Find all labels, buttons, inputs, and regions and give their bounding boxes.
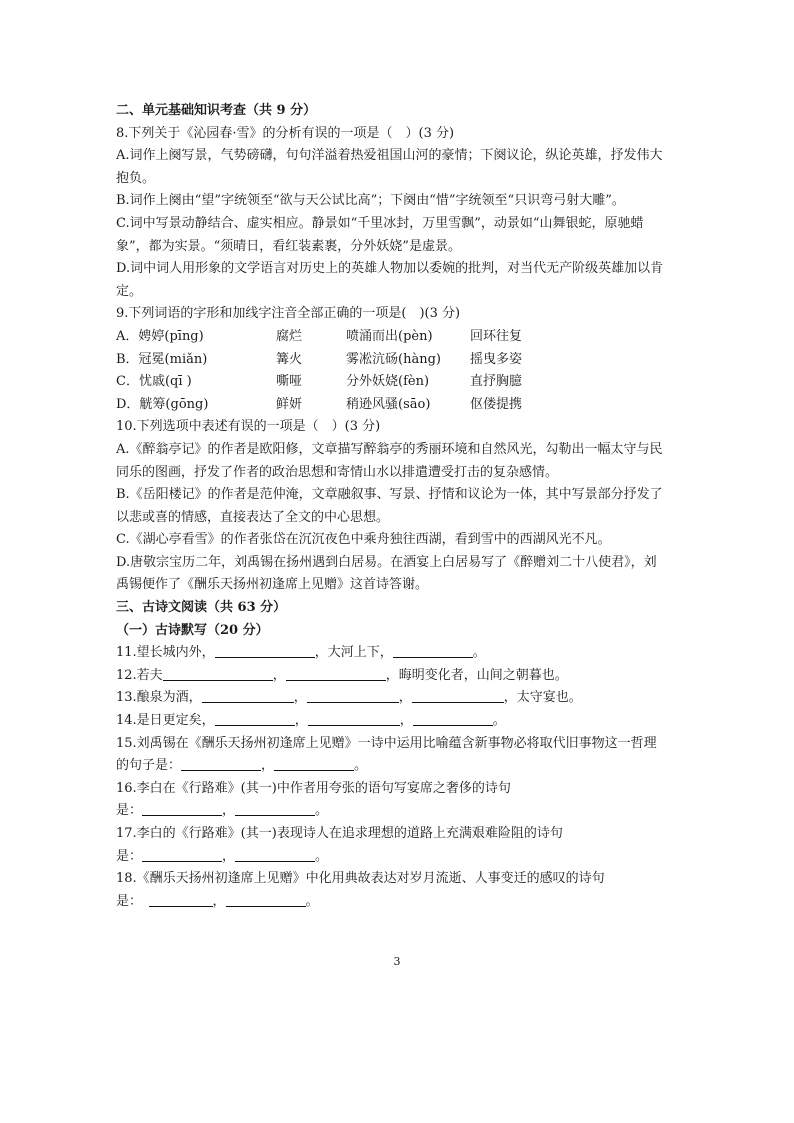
word-cell: 伛偻提携 — [470, 396, 523, 412]
answer-blank[interactable] — [307, 687, 399, 703]
word-cell: 直抒胸臆 — [470, 374, 523, 390]
option-text: 以悲或喜的情感，直接表达了全文的中心思想。 — [116, 509, 390, 525]
answer-blank[interactable] — [142, 846, 222, 862]
page-content — [116, 100, 690, 913]
word-cell: A．娉婷(pīng) — [116, 328, 204, 344]
page-number: 3 — [393, 955, 401, 968]
option-text: D.词中词人用形象的文学语言对历史上的英雄人物加以委婉的批判，对当代无产阶级英雄加以肯 — [116, 261, 664, 277]
option-row — [116, 371, 690, 394]
question-text: ， — [222, 803, 236, 819]
word-cell: 回环往复 — [470, 328, 523, 344]
word-cell: 喷涌而出(pèn) — [346, 328, 433, 344]
answer-blank[interactable] — [413, 710, 493, 726]
option-text: B.词作上阕由“望”字统领至“欲与天公试比高”；下阕由“惜”字统领至“只识弯弓射大雕”。 — [116, 193, 625, 209]
answer-blank[interactable] — [412, 687, 504, 703]
answer-blank[interactable] — [393, 642, 473, 658]
question-stem: 16.李白在《行路难》(其一)中作者用夸张的语句写宴席之奢侈的诗句 — [116, 780, 511, 796]
word-cell: 雾凇沆砀(hàng) — [346, 351, 441, 367]
option-text: 同乐的图画，抒发了作者的政治思想和寄情山水以排遣遭受打击的复杂感情。 — [116, 464, 559, 480]
question-text: ， — [398, 690, 412, 706]
option-text: C.《湖心亭看雪》的作者张岱在沉沉夜色中乘舟独往西湖，看到雪中的西湖风光不凡。 — [116, 532, 611, 548]
option-text: 象”，都为实景。“须晴日，看红装素裹，分外妖娆”是虚景。 — [116, 238, 461, 254]
word-cell: D．觥筹(gōng) — [116, 396, 209, 412]
word-cell: 分外妖娆(fèn) — [346, 374, 430, 390]
question-text: ，太守宴也。 — [503, 690, 582, 706]
question-text: 14.是日更定矣， — [116, 713, 215, 729]
answer-blank[interactable] — [235, 800, 315, 816]
question-text: 。 — [492, 713, 506, 729]
answer-blank[interactable] — [181, 755, 261, 771]
option-text: A.《醉翁亭记》的作者是欧阳修，文章描写醉翁亭的秀丽环境和自然风光，勾勒出一幅太守与民 — [116, 441, 663, 457]
option-text: 禹锡便作了《酬乐天扬州初逢席上见赠》这首诗答谢。 — [116, 577, 429, 593]
answer-blank[interactable] — [163, 665, 273, 681]
word-cell: 篝火 — [276, 351, 303, 367]
fill-question — [116, 755, 690, 778]
word-cell: C．忧戚(qī ) — [116, 374, 192, 390]
question-stem: 17.李白的《行路难》(其一)表现诗人在追求理想的道路上充满艰难险阻的诗句 — [116, 826, 563, 841]
question-stem: 10.下列选项中表述有误的一项是（ ）(3 分) — [116, 419, 381, 435]
answer-blank[interactable] — [149, 891, 213, 907]
question-text: ， — [272, 667, 286, 683]
subsection-heading: （一）古诗默写（20 分） — [116, 622, 269, 638]
fill-question — [116, 687, 690, 710]
option-text: B.《岳阳楼记》的作者是范仲淹，文章融叙事、写景、抒情和议论为一体，其中写景部分抒发了 — [116, 487, 663, 503]
fill-question — [116, 846, 690, 869]
answer-blank[interactable] — [142, 800, 222, 816]
question-text: 。 — [315, 848, 329, 864]
answer-blank[interactable] — [308, 710, 400, 726]
section-heading: 三、古诗文阅读（共 63 分） — [116, 600, 287, 616]
question-stem: 15.刘禹锡在《酬乐天扬州初逢席上见赠》一诗中运用比喻蕴含新事物必将取代旧事物这一哲理 — [116, 735, 657, 751]
fill-question — [116, 710, 690, 733]
answer-blank[interactable] — [286, 665, 386, 681]
question-text: 11.望长城内外， — [116, 645, 215, 661]
question-text: 的句子是： — [116, 758, 182, 774]
question-text: 是： — [116, 848, 143, 864]
answer-blank[interactable] — [235, 846, 315, 862]
option-text: 定。 — [116, 283, 143, 299]
answer-blank[interactable] — [215, 710, 295, 726]
question-stem: 8.下列关于《沁园春·雪》的分析有误的一项是（ ）(3 分) — [116, 125, 455, 141]
question-text: 。 — [315, 803, 329, 819]
fill-question — [116, 800, 690, 823]
section-heading: 二、单元基础知识考查（共 9 分） — [116, 103, 317, 118]
question-stem: 9.下列词语的字形和加线字注音全部正确的一项是( )(3 分) — [116, 306, 461, 322]
question-text: 。 — [305, 893, 319, 909]
option-row — [116, 326, 690, 349]
option-text: C.词中写景动静结合、虚实相应。静景如“千里冰封，万里雪飘”，动景如“山舞银蛇，原驰蜡 — [116, 215, 644, 231]
word-cell: 摇曳多姿 — [470, 351, 523, 367]
answer-blank[interactable] — [215, 642, 315, 658]
question-text: ， — [212, 893, 226, 909]
question-text: ， — [222, 848, 236, 864]
question-text: 13.酿泉为酒， — [116, 690, 202, 706]
question-text: 12.若夫 — [116, 667, 163, 683]
question-text: 。 — [354, 758, 368, 774]
word-cell: 腐烂 — [276, 328, 303, 344]
answer-blank[interactable] — [274, 755, 354, 771]
word-cell: 鲜妍 — [276, 396, 303, 412]
answer-blank[interactable] — [202, 687, 294, 703]
option-text: A.词作上阕写景，气势磅礴，句句洋溢着热爱祖国山河的豪情；下阕议论，纵论英雄，抒发伟大 — [116, 148, 663, 164]
option-text: D.唐敬宗宝历二年，刘禹锡在扬州遇到白居易。在酒宴上白居易写了《醉赠刘二十八使君》，刘 — [116, 554, 657, 570]
question-stem: 18.《酬乐天扬州初逢席上见赠》中化用典故表达对岁月流逝、人事变迁的感叹的诗句 — [116, 871, 605, 887]
question-text: ，晦明变化者，山间之朝暮也。 — [385, 667, 568, 683]
fill-question — [116, 665, 690, 688]
question-text: ，大河上下， — [314, 645, 393, 661]
word-cell: 嘶哑 — [276, 374, 303, 390]
answer-blank[interactable] — [226, 891, 306, 907]
question-text: 。 — [472, 645, 486, 661]
question-text: ， — [261, 758, 275, 774]
word-cell: B．冠冕(miǎn) — [116, 351, 208, 367]
fill-question — [116, 642, 690, 665]
question-text: ， — [399, 713, 413, 729]
fill-question — [116, 891, 690, 914]
question-text: ， — [293, 690, 307, 706]
question-text: 是： — [116, 893, 149, 909]
question-text: 是： — [116, 803, 143, 819]
option-row — [116, 394, 690, 417]
question-text: ， — [294, 713, 308, 729]
word-cell: 稍逊风骚(sāo) — [346, 396, 431, 412]
option-row — [116, 349, 690, 372]
option-text: 抱负。 — [116, 170, 156, 186]
